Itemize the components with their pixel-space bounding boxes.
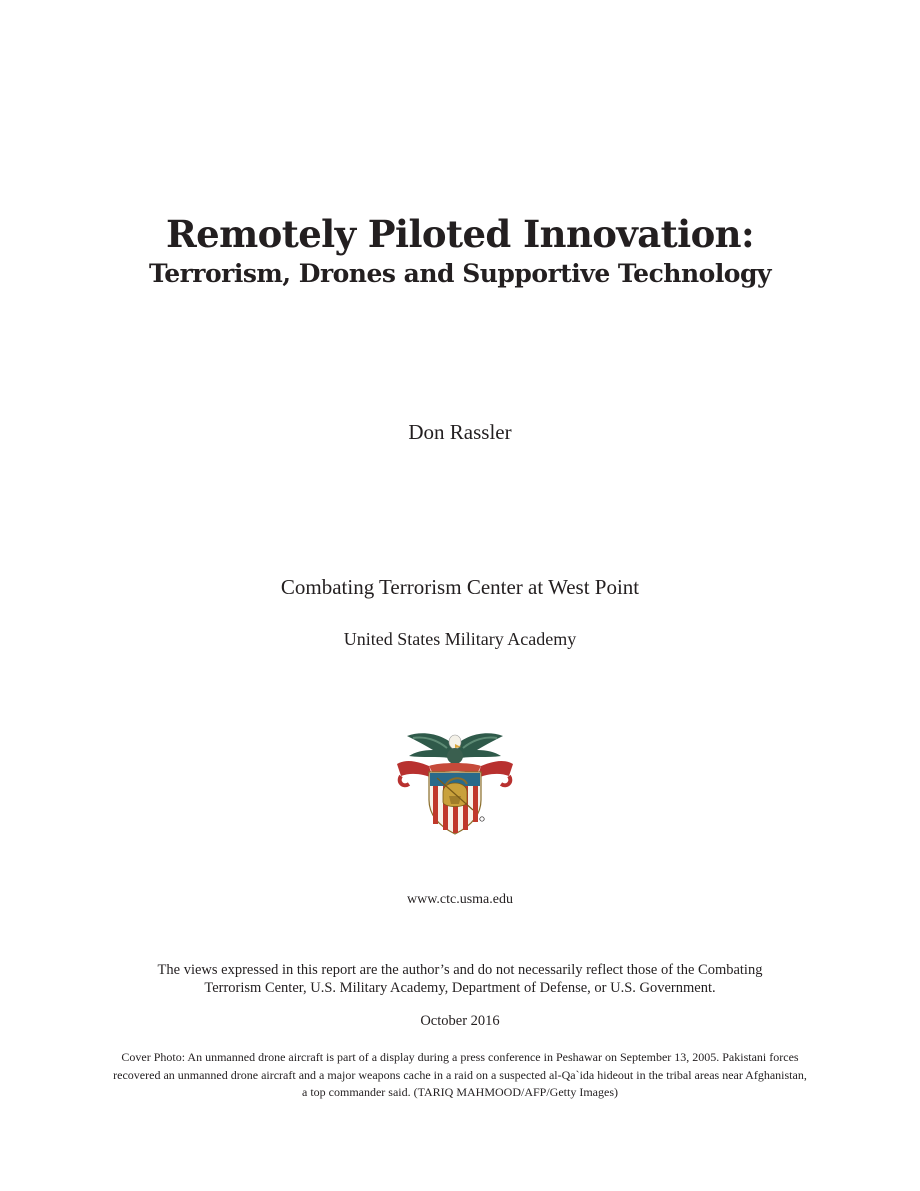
report-subtitle: Terrorism, Drones and Supportive Technology (149, 259, 771, 288)
author-name: Don Rassler (408, 420, 512, 444)
caption-line-3: a top commander said. (TARIQ MAHMOOD/AFP/Getty Images) (302, 1085, 618, 1099)
publication-date: October 2016 (420, 1013, 500, 1029)
website-link[interactable]: www.ctc.usma.edu (406, 892, 513, 907)
usma-crest-icon (393, 726, 517, 836)
caption-line-1: Cover Photo: An unmanned drone aircraft is part of a display during a press conference in Peshawar on September 13, 2005. Pakistani forces (121, 1050, 799, 1064)
caption-line-2: recovered an unmanned drone aircraft and a major weapons cache in a raid on a suspected al-Qa`ida hideout in the tribal areas near Afghanistan, (113, 1067, 807, 1082)
disclaimer-text (0, 961, 920, 997)
disclaimer-line-2: Terrorism Center, U.S. Military Academy, Department of Defense, or U.S. Government. (204, 980, 716, 996)
report-title: Remotely Piloted Innovation: (165, 212, 755, 256)
cover-photo-caption (0, 1049, 920, 1102)
disclaimer-line-1: The views expressed in this report are the author’s and do not necessarily reflect those of the Combating (157, 962, 763, 978)
organization-name: Combating Terrorism Center at West Point (280, 575, 640, 599)
academy-name: United States Military Academy (343, 629, 577, 649)
